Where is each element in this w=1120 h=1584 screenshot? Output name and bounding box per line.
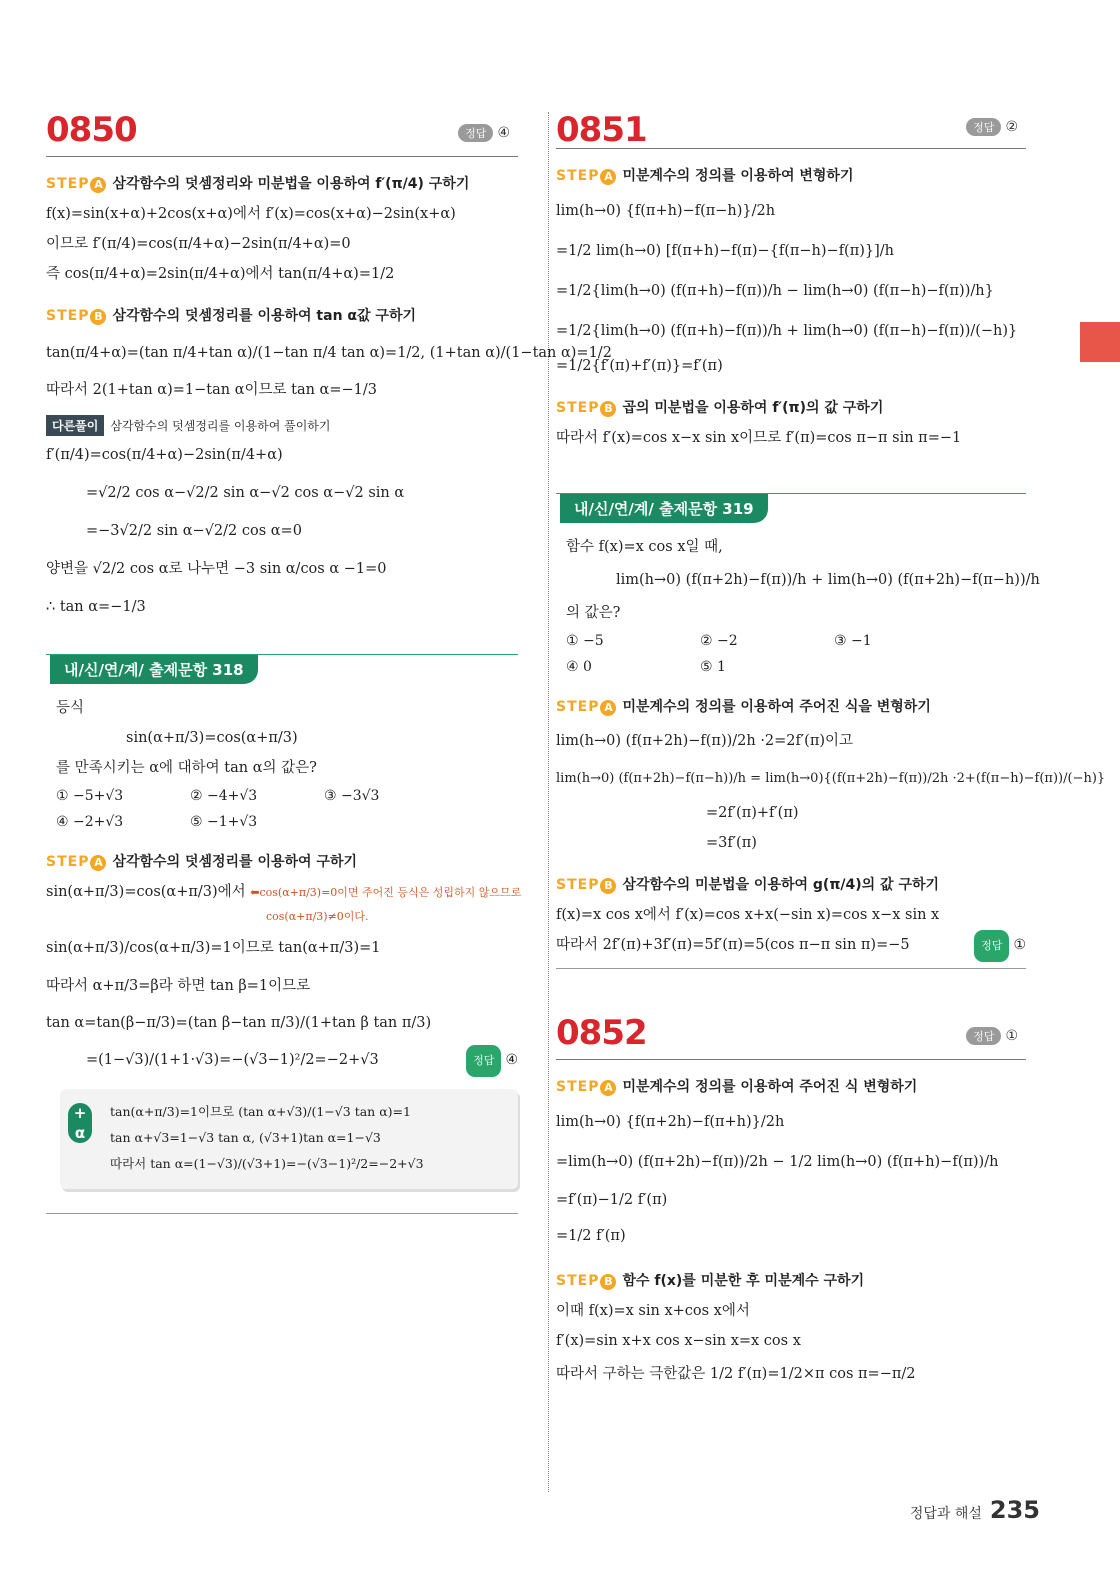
question-text: 를 만족시키는 α에 대하여 tan α의 값은? bbox=[56, 760, 317, 776]
math-line: =f′(π)−1/2 f′(π) bbox=[556, 1192, 668, 1208]
alternative-solution-heading bbox=[46, 415, 518, 436]
answer-label bbox=[466, 1045, 518, 1077]
math-line: 따라서 2(1+tan α)=1−tan α이므로 tan α=−1/3 bbox=[46, 382, 377, 398]
step-letter: B bbox=[600, 401, 616, 417]
alt-title: 삼각함수의 덧셈정리를 이용하여 풀이하기 bbox=[110, 419, 331, 433]
problem-header-0852 bbox=[556, 1013, 1026, 1060]
choice: ① −5 bbox=[566, 633, 604, 649]
choice: ② −4+√3 bbox=[190, 788, 258, 804]
step-word: STEP bbox=[556, 699, 600, 715]
answer-tag: 정답 bbox=[458, 124, 493, 142]
step-a-heading bbox=[46, 851, 518, 871]
step-b-heading bbox=[556, 874, 1026, 894]
answer-value: ④ bbox=[497, 125, 510, 141]
side-note: cos(α+π/3)≠0이다. bbox=[266, 910, 369, 923]
answer-value: ④ bbox=[505, 1052, 518, 1068]
math-line: 즉 cos(π/4+α)=2sin(π/4+α)에서 tan(π/4+α)=1/2 bbox=[46, 266, 395, 282]
math-line: 따라서 f′(x)=cos x−x sin x이므로 f′(π)=cos π−π sin π=−1 bbox=[556, 430, 962, 446]
choice: ⑤ 1 bbox=[700, 659, 726, 675]
step-letter: A bbox=[600, 1080, 616, 1096]
math-line bbox=[46, 877, 522, 908]
related-question-label: 내/신/연/계/ 출제문항 318 bbox=[50, 655, 258, 684]
math-line: 따라서 tan α=(1−√3)/(√3+1)=−(√3−1)²/2=−2+√3 bbox=[110, 1156, 424, 1171]
step-word: STEP bbox=[556, 1079, 600, 1095]
step-word: STEP bbox=[46, 176, 90, 192]
math-line: =3f′(π) bbox=[706, 835, 757, 851]
question-text: 의 값은? bbox=[566, 605, 621, 621]
math-line bbox=[46, 1045, 518, 1075]
math-line: ∴ tan α=−1/3 bbox=[46, 599, 146, 615]
math-line: =√2/2 cos α−√2/2 sin α−√2 cos α−√2 sin α bbox=[86, 485, 405, 501]
step-word: STEP bbox=[556, 877, 600, 893]
problem-number: 0852 bbox=[556, 1013, 647, 1053]
answer-tag: 정답 bbox=[966, 118, 1001, 136]
answer-tag: 정답 bbox=[466, 1045, 501, 1077]
step-b-heading bbox=[46, 305, 518, 325]
answer-label bbox=[966, 1027, 1018, 1045]
answer-label bbox=[458, 124, 510, 142]
answer-tag: 정답 bbox=[974, 930, 1009, 962]
side-note: ⬅cos(α+π/3)=0이면 주어진 등식은 성립하지 않으므로 bbox=[250, 886, 522, 899]
math-text: =(1−√3)/(1+1·√3)=−(√3−1)²/2=−2+√3 bbox=[86, 1052, 379, 1068]
problem-number: 0851 bbox=[556, 110, 647, 150]
step-letter: B bbox=[600, 1274, 616, 1290]
related-question-label: 내/신/연/계/ 출제문항 319 bbox=[560, 494, 768, 523]
math-line: f(x)=sin(x+α)+2cos(x+α)에서 f′(x)=cos(x+α)−2sin(x+α) bbox=[46, 206, 456, 222]
problem-header-0850 bbox=[46, 110, 518, 157]
related-question-318-header bbox=[46, 654, 518, 685]
step-b-heading bbox=[556, 397, 1026, 417]
math-line: tan α+√3=1−√3 tan α, (√3+1)tan α=1−√3 bbox=[110, 1130, 381, 1145]
step-title: 삼각함수의 덧셈정리와 미분법을 이용하여 f′(π/4) 구하기 bbox=[112, 176, 470, 192]
question-text: 등식 bbox=[56, 700, 85, 716]
step-title: 삼각함수의 미분법을 이용하여 g(π/4)의 값 구하기 bbox=[622, 877, 940, 893]
math-line: =1/2 f′(π) bbox=[556, 1228, 626, 1244]
answer-value: ① bbox=[1005, 1028, 1018, 1044]
math-line: =1/2 lim(h→0) [f(π+h)−f(π)−{f(π−h)−f(π)}]/h bbox=[556, 243, 895, 259]
step-title: 미분계수의 정의를 이용하여 변형하기 bbox=[622, 168, 854, 184]
step-b-heading bbox=[556, 1270, 1026, 1290]
math-line: lim(h→0) {f(π+2h)−f(π+h)}/2h bbox=[556, 1114, 785, 1130]
page-number: 235 bbox=[989, 1496, 1040, 1524]
right-column bbox=[556, 110, 1106, 1392]
step-letter: A bbox=[90, 855, 106, 871]
math-line: lim(h→0) (f(π+2h)−f(π))/2h ·2=2f′(π)이고 bbox=[556, 733, 854, 749]
choice: ④ −2+√3 bbox=[56, 814, 124, 830]
page-footer bbox=[910, 1496, 1040, 1524]
step-word: STEP bbox=[556, 400, 600, 416]
math-text: 따라서 2f′(π)+3f′(π)=5f′(π)=5(cos π−π sin π)=−5 bbox=[556, 937, 910, 953]
math-line: f(x)=x cos x에서 f′(x)=cos x+x(−sin x)=cos x−x sin x bbox=[556, 907, 940, 923]
choice: ⑤ −1+√3 bbox=[190, 814, 258, 830]
step-letter: B bbox=[90, 309, 106, 325]
answer-label bbox=[966, 118, 1018, 136]
math-line: lim(h→0) {f(π+h)−f(π−h)}/2h bbox=[556, 203, 776, 219]
choice: ④ 0 bbox=[566, 659, 592, 675]
column-divider bbox=[548, 112, 549, 1492]
math-line: =1/2{lim(h→0) (f(π+h)−f(π))/h − lim(h→0) (f(π−h)−f(π))/h} bbox=[556, 283, 994, 299]
math-line: 따라서 구하는 극한값은 1/2 f′(π)=1/2×π cos π=−π/2 bbox=[556, 1366, 916, 1382]
math-line: =1/2{lim(h→0) (f(π+h)−f(π))/h + lim(h→0) (f(π−h)−f(π))/(−h)} bbox=[556, 323, 1018, 339]
math-line: sin(α+π/3)/cos(α+π/3)=1이므로 tan(α+π/3)=1 bbox=[46, 940, 381, 956]
answer-choices bbox=[566, 628, 1026, 680]
step-a-heading bbox=[556, 1076, 1026, 1096]
math-line: 양변을 √2/2 cos α로 나누면 −3 sin α/cos α −1=0 bbox=[46, 561, 387, 577]
answer-tag: 정답 bbox=[966, 1027, 1001, 1045]
step-a-heading bbox=[556, 165, 1026, 185]
answer-choices bbox=[56, 783, 518, 835]
step-letter: B bbox=[600, 878, 616, 894]
step-letter: A bbox=[600, 169, 616, 185]
problem-number: 0850 bbox=[46, 110, 137, 150]
step-title: 삼각함수의 덧셈정리를 이용하여 tan α값 구하기 bbox=[112, 308, 416, 324]
section-rule bbox=[556, 968, 1026, 969]
math-line: f′(π/4)=cos(π/4+α)−2sin(π/4+α) bbox=[46, 447, 283, 463]
chapter-tab bbox=[1080, 322, 1120, 362]
step-letter: A bbox=[90, 177, 106, 193]
plus-alpha-icon: + α bbox=[68, 1103, 92, 1143]
step-word: STEP bbox=[46, 854, 90, 870]
problem-header-0851 bbox=[556, 110, 1026, 149]
step-a-heading bbox=[556, 696, 1026, 716]
plus-alpha-box bbox=[60, 1089, 518, 1189]
math-line: tan(α+π/3)=1이므로 (tan α+√3)/(1−√3 tan α)=1 bbox=[110, 1104, 411, 1119]
question-text: 함수 f(x)=x cos x일 때, bbox=[566, 539, 723, 555]
math-line: =lim(h→0) (f(π+2h)−f(π))/2h − 1/2 lim(h→0) (f(π+h)−f(π))/h bbox=[556, 1154, 999, 1170]
step-word: STEP bbox=[556, 1273, 600, 1289]
answer-value: ② bbox=[1005, 119, 1018, 135]
step-word: STEP bbox=[556, 168, 600, 184]
choice: ③ −1 bbox=[834, 633, 872, 649]
step-title: 미분계수의 정의를 이용하여 주어진 식을 변형하기 bbox=[622, 699, 931, 715]
step-title: 삼각함수의 덧셈정리를 이용하여 구하기 bbox=[112, 854, 357, 870]
step-title: 미분계수의 정의를 이용하여 주어진 식 변형하기 bbox=[622, 1079, 918, 1095]
side-note-line bbox=[266, 908, 518, 925]
bottom-rule bbox=[46, 1213, 518, 1214]
math-line: f′(x)=sin x+x cos x−sin x=x cos x bbox=[556, 1333, 801, 1349]
question-equation: lim(h→0) (f(π+2h)−f(π))/h + lim(h→0) (f(π+2h)−f(π−h))/h bbox=[616, 572, 1040, 588]
question-equation: sin(α+π/3)=cos(α+π/3) bbox=[126, 730, 298, 746]
answer-value: ① bbox=[1013, 937, 1026, 953]
step-letter: A bbox=[600, 700, 616, 716]
step-title: 함수 f(x)를 미분한 후 미분계수 구하기 bbox=[622, 1273, 865, 1289]
math-line: 이므로 f′(π/4)=cos(π/4+α)−2sin(π/4+α)=0 bbox=[46, 236, 351, 252]
answer-label bbox=[974, 930, 1026, 962]
choice: ② −2 bbox=[700, 633, 738, 649]
math-line: 따라서 α+π/3=β라 하면 tan β=1이므로 bbox=[46, 978, 311, 994]
choice: ① −5+√3 bbox=[56, 788, 124, 804]
math-line: 이때 f(x)=x sin x+cos x에서 bbox=[556, 1303, 750, 1319]
math-line bbox=[556, 930, 1026, 960]
step-title: 곱의 미분법을 이용하여 f′(π)의 값 구하기 bbox=[622, 400, 884, 416]
math-line: tan α=tan(β−π/3)=(tan β−tan π/3)/(1+tan β tan π/3) bbox=[46, 1015, 432, 1031]
alt-badge: 다른풀이 bbox=[46, 415, 104, 436]
math-text: sin(α+π/3)=cos(α+π/3)에서 bbox=[46, 884, 246, 900]
footer-text: 정답과 해설 bbox=[909, 1506, 982, 1522]
step-word: STEP bbox=[46, 308, 90, 324]
choice: ③ −3√3 bbox=[324, 788, 380, 804]
math-line: =−3√2/2 sin α−√2/2 cos α=0 bbox=[86, 523, 302, 539]
math-line: tan(π/4+α)=(tan π/4+tan α)/(1−tan π/4 tan α)=1/2, (1+tan α)/(1−tan α)=1/2 bbox=[46, 345, 612, 361]
math-line: =2f′(π)+f′(π) bbox=[706, 805, 799, 821]
math-line: lim(h→0) (f(π+2h)−f(π−h))/h = lim(h→0){(f(π+2h)−f(π))/2h ·2+(f(π−h)−f(π))/(−h)} bbox=[556, 771, 1106, 786]
related-question-319-header bbox=[556, 493, 1026, 524]
step-a-heading bbox=[46, 173, 518, 193]
math-line: =1/2{f′(π)+f′(π)}=f′(π) bbox=[556, 358, 723, 374]
